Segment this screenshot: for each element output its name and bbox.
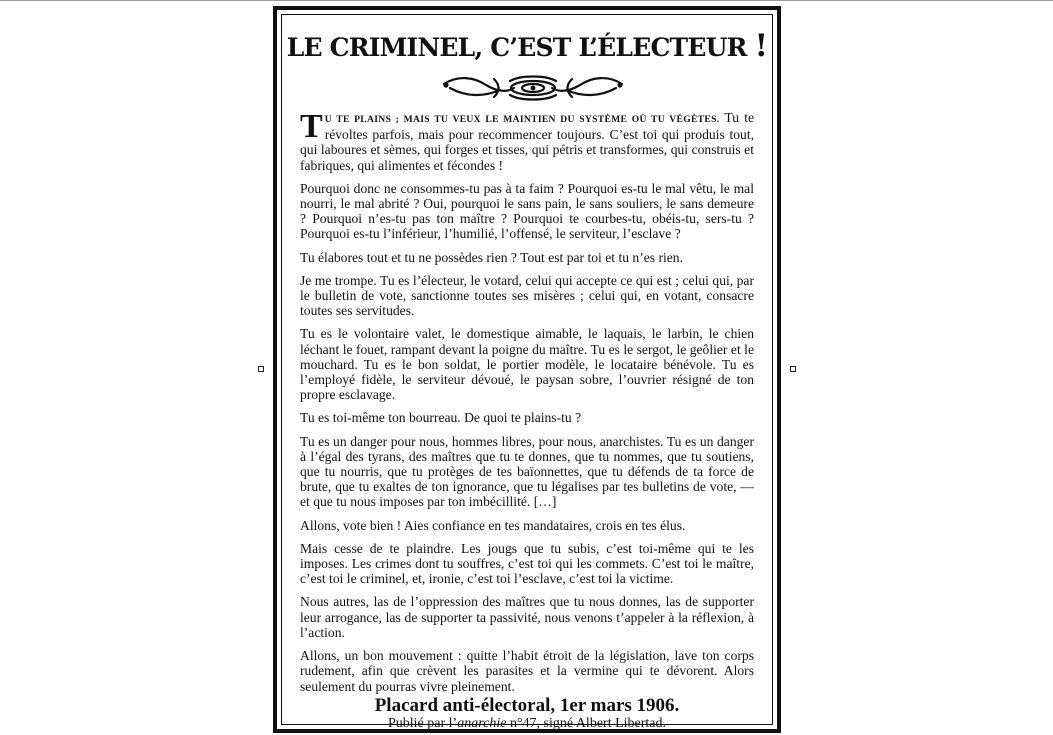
body-paragraph: Allons, un bon mouvement : quitte l’habit étroit de la législation, lave ton corps rudement, afin que crèvent les parasites et la vermine qui te dévorent. Alors seulement du pourras vivre pleinement. [300, 648, 754, 694]
right-resize-handle-icon[interactable] [790, 366, 796, 372]
body-paragraph: Mais cesse de te plaindre. Les jougs que tu subis, c’est toi-même qui te les imposes. Les crimes dont tu souffres, c’est toi qui les commets. C’est toi le maître, c’est toi le criminel, et, ironie, c’est toi l’esclave, c’est toi la victime. [300, 540, 754, 587]
lead-text: Tu te révoltes parfois, mais pour recommencer toujours. C’est toi qui produis tout, qui laboures et sèmes, qui forges et tisses, qui pétris et transformes, qui construis et fabriques, qui alimentes et fécondes ! [300, 110, 755, 173]
signature-title: Placard anti-électoral, 1er mars 1906. [374, 695, 680, 716]
signature-sub-after: n°47, signé Albert Libertad. [506, 716, 667, 731]
canvas-top-border [0, 0, 1053, 1]
signature-sub-before: Publié par l’ [387, 716, 458, 731]
body-paragraph: Tu es le volontaire valet, le domestique aimable, le laquais, le larbin, le chien léchant le fouet, rampant devant la poigne du maître. Tu es le sergot, le geôlier et le mouchard. Tu es le bon soldat, le portier modèle, le locataire bénévole. Tu es l’employé fidèle, le serviteur dévoué, le paysan sobre, l’ouvrier résigné de ton propre esclavage. [300, 326, 754, 403]
poster-title [282, 28, 772, 64]
signature-sub-italic: anarchie [457, 716, 507, 731]
flourish-ornament-icon [440, 73, 626, 103]
body-paragraph: Tu es un danger pour nous, hommes libres, pour nous, anarchistes. Tu es un danger à l’égal des tyrans, des maîtres que tu te donnes, que tu nommes, que tu soutiens, que tu nourris, que tu protèges de tes baïonnettes, que tu défends de ta force de brute, que tu exaltes de ton ignorance, que tu légalises par tes bulletins de vote, — et que tu nous imposes par ton imbécillité. […] [300, 433, 754, 510]
lead-smallcaps: U TE PLAINS ; MAIS TU VEUX LE MAINTIEN DU SYSTÈME OÙ TU VÉGÈTES. [324, 114, 720, 125]
poster-title-text: LE CRIMINEL, C’EST L’ÉLECTEUR [286, 33, 747, 62]
signature-block [282, 696, 772, 731]
body-paragraph: Tu élabores tout et tu ne possèdes rien ? Tout est par toi et tu n’es rien. [300, 249, 683, 265]
dropcap: T [300, 108, 323, 145]
body-paragraph: Je me trompe. Tu es l’électeur, le votard, celui qui accepte ce qui est ; celui qui, par le bulletin de vote, sanctionne toutes ses misères ; celui qui, en votant, consacre toutes ses servitudes. [300, 272, 754, 319]
left-resize-handle-icon[interactable] [258, 366, 264, 372]
poster-image[interactable] [273, 6, 781, 733]
signature-subtitle [282, 716, 772, 731]
poster-body [300, 110, 754, 702]
poster-inner-frame [281, 14, 773, 731]
poster-title-exclamation: ! [754, 28, 768, 64]
body-paragraph: Pourquoi donc ne consommes-tu pas à ta faim ? Pourquoi es-tu le mal vêtu, le mal nourri, le mal abrité ? Oui, pourquoi le sans pain, le sans souliers, le sans demeure ? Pourquoi n’es-tu pas ton maître ? Pourquoi te courbes-tu, obéis-tu, sers-tu ? Pourquoi es-tu l’inférieur, l’humilié, l’offensé, le serviteur, l’esclave ? [300, 180, 754, 242]
body-paragraph: Tu es toi-même ton bourreau. De quoi te plains-tu ? [300, 410, 582, 426]
body-paragraph: Nous autres, las de l’oppression des maîtres que tu nous donnes, las de supporter leur arrogance, las de supporter ta passivité, nous venons t’appeler à la réflexion, à l’action. [300, 594, 754, 640]
lead-paragraph [300, 110, 754, 173]
body-paragraph: Allons, vote bien ! Aies confiance en tes mandataires, crois en tes élus. [300, 517, 686, 533]
